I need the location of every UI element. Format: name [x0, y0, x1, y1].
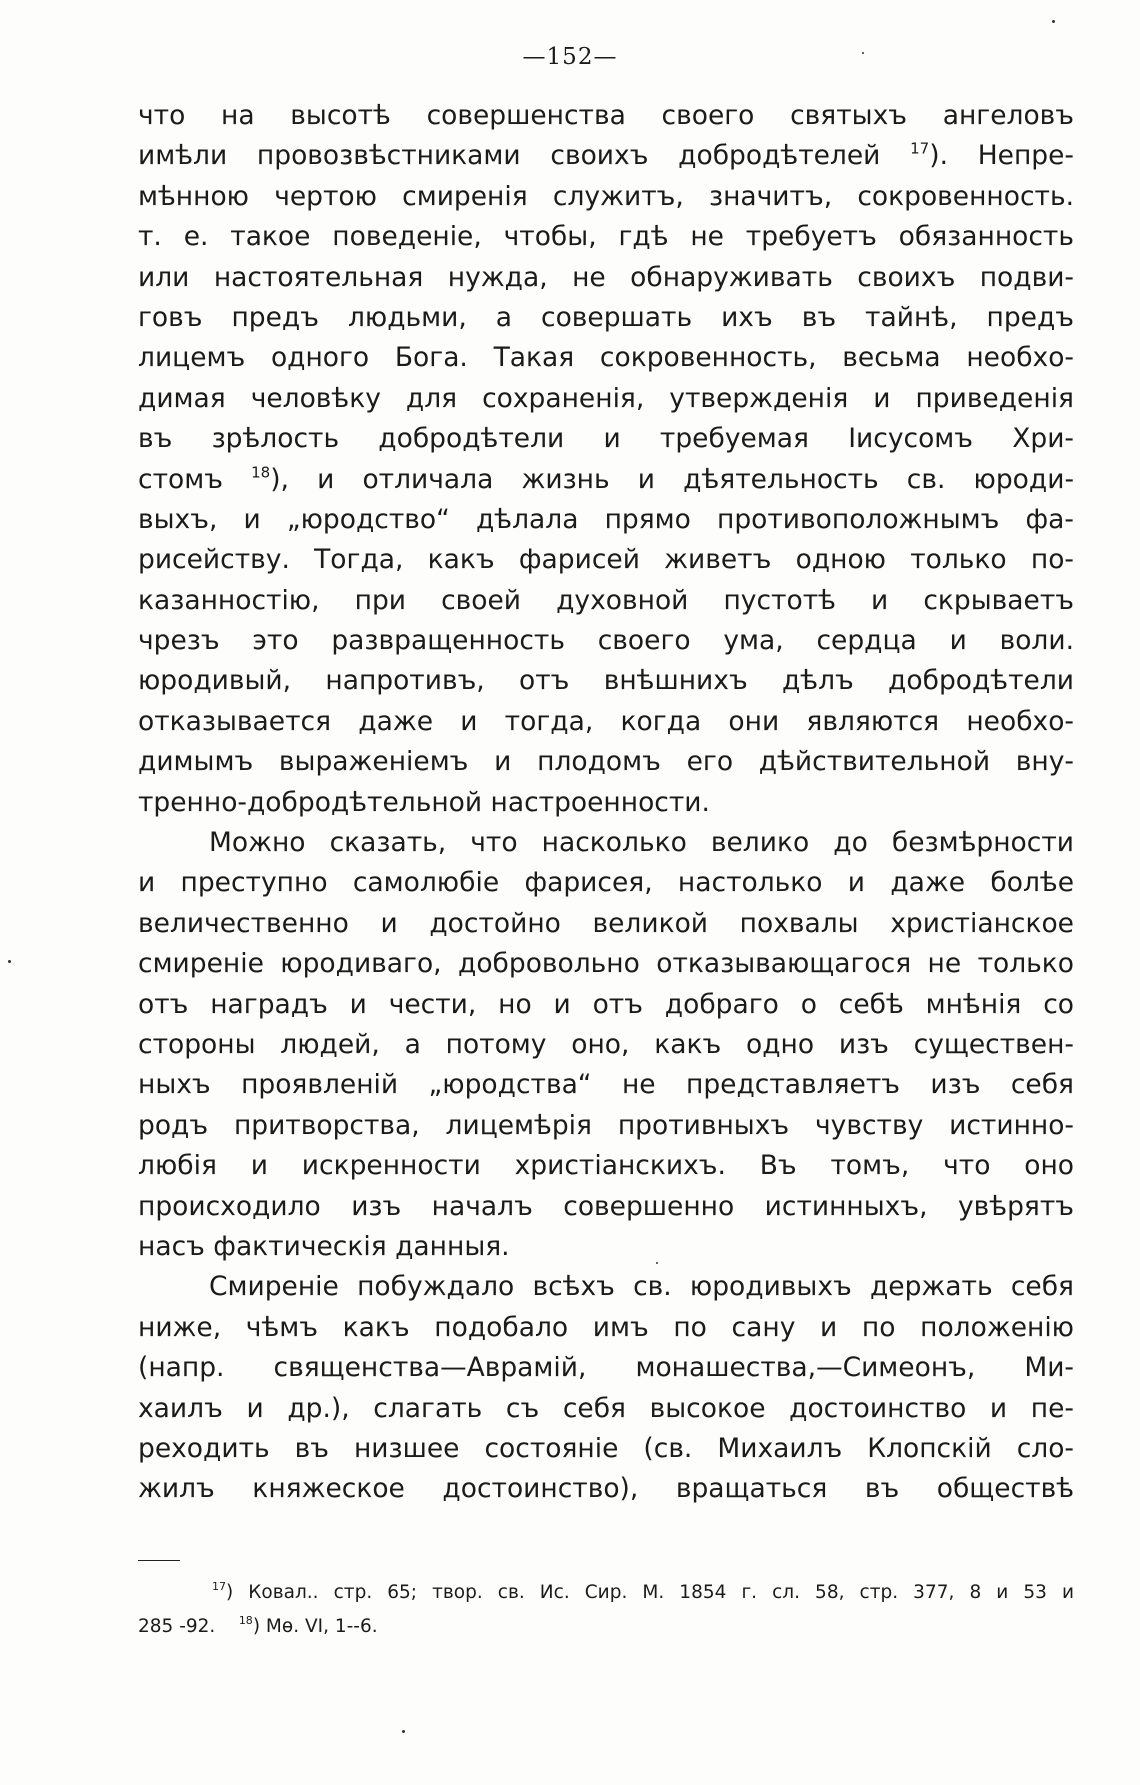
paragraph-3 — [138, 1267, 1074, 1509]
scan-speck — [656, 1262, 658, 1264]
text-line: (напр. священства—Аврамій, монашества,—Симеонъ, Ми- — [138, 1352, 1074, 1384]
text-line: отказывается даже и тогда, когда они являются необхо- — [138, 705, 1074, 737]
text-line: юродивый, напротивъ, отъ внѣшнихъ дѣлъ добродѣтели — [138, 665, 1074, 697]
text-line: смиреніе юродиваго, добровольно отказывающагося не только — [138, 948, 1074, 980]
scan-speck — [8, 960, 11, 963]
text-line: и преступно самолюбіе фарисея, настолько и даже болѣе — [138, 867, 1074, 899]
text-line: въ зрѣлость добродѣтели и требуемая Іисусомъ Хри- — [138, 423, 1074, 455]
text-line: говъ предъ людьми, а совершать ихъ въ тайнѣ, предъ — [138, 301, 1074, 333]
line-text: имѣли провозвѣстниками своихъ добродѣтелей — [138, 140, 911, 172]
footnote-17 — [138, 1576, 1074, 1610]
text-line: тренно-добродѣтельной настроенности. — [138, 786, 710, 818]
scan-speck — [862, 52, 864, 54]
page-number: —152— — [522, 44, 618, 70]
text-line: лицемъ одного Бога. Такая сокровенность, весьма необхо- — [138, 342, 1074, 374]
text-line: или настоятельная нужда, не обнаруживать своихъ подви- — [138, 261, 1074, 293]
scan-speck — [1052, 20, 1055, 23]
text-line: ныхъ проявленій „юродства“ не представляетъ изъ себя — [138, 1069, 1074, 1101]
text-line: чрезъ это развращенность своего ума, сердца и воли. — [138, 625, 1074, 657]
footnote-ref-17[interactable]: 17 — [910, 139, 930, 158]
footnote-mark: 17 — [212, 1579, 226, 1593]
text-line: казанностію, при своей духовной пустотѣ и скрываетъ — [138, 584, 1074, 616]
text-line: рисейству. Тогда, какъ фарисей живетъ одною только по- — [138, 544, 1074, 576]
text-line: хаилъ и др.), слагать съ себя высокое достоинство и пе- — [138, 1392, 1074, 1424]
text-line: Можно сказать, что насколько велико до безмѣрности — [209, 827, 1074, 859]
paragraph-1 — [138, 96, 1074, 823]
text-line: отъ наградъ и чести, но и отъ добраго о себѣ мнѣнія со — [138, 988, 1074, 1020]
footnote-separator — [138, 1560, 180, 1561]
footnote-text: 285 -92. — [138, 1616, 239, 1637]
text-line — [138, 460, 1074, 500]
text-line: происходило изъ началъ совершенно истинныхъ, увѣрятъ — [138, 1190, 1074, 1222]
line-text: ), и отличала жизнь и дѣятельность св. юроди- — [270, 463, 1075, 495]
line-text: ). Непре- — [929, 140, 1074, 172]
footnote-18 — [138, 1610, 1074, 1644]
text-line: димая человѣку для сохраненія, утвержденія и приведенія — [138, 382, 1074, 414]
text-line: т. е. такое поведеніе, чтобы, гдѣ не требуетъ обязанность — [138, 221, 1074, 253]
footnote-text: ) Мѳ. VI, 1--6. — [252, 1616, 378, 1637]
text-line: ниже, чѣмъ какъ подобало имъ по сану и по положенію — [138, 1311, 1074, 1343]
text-line: стороны людей, а потому оно, какъ одно изъ существен- — [138, 1028, 1074, 1060]
body-text — [138, 96, 1074, 1510]
text-line: жилъ княжеское достоинство), вращаться въ обществѣ — [138, 1473, 1074, 1505]
paragraph-2 — [138, 823, 1074, 1267]
line-text: стомъ — [138, 463, 252, 495]
text-line: родъ притворства, лицемѣрія противныхъ чувству истинно- — [138, 1109, 1074, 1141]
footnote-mark: 18 — [238, 1613, 253, 1627]
text-line — [138, 136, 1074, 176]
text-line: Смиреніе побуждало всѣхъ св. юродивыхъ держать себя — [209, 1271, 1074, 1303]
text-line: величественно и достойно великой похвалы христіанское — [138, 907, 1074, 939]
footnote-text: ) Ковал.. стр. 65; твор. св. Ис. Сир. М. 1854 г. сл. 58, стр. 377, 8 и 53 и — [226, 1582, 1074, 1603]
scan-speck — [402, 1730, 405, 1733]
text-line: выхъ, и „юродство“ дѣлала прямо противоположнымъ фа- — [138, 503, 1074, 535]
text-line: реходить въ низшее состояніе (св. Михаилъ Клопскій сло- — [138, 1432, 1074, 1464]
text-line: что на высотѣ совершенства своего святыхъ ангеловъ — [138, 100, 1074, 131]
text-line: димымъ выраженіемъ и плодомъ его дѣйствительной вну- — [138, 746, 1074, 778]
footnotes — [138, 1576, 1074, 1644]
footnote-ref-18[interactable]: 18 — [251, 463, 271, 482]
text-line: насъ фактическія данныя. — [138, 1230, 510, 1262]
text-line: мѣнною чертою смиренія служитъ, значитъ, сокровенность. — [138, 180, 1074, 212]
text-line: любія и искренности христіанскихъ. Въ томъ, что оно — [138, 1150, 1074, 1182]
